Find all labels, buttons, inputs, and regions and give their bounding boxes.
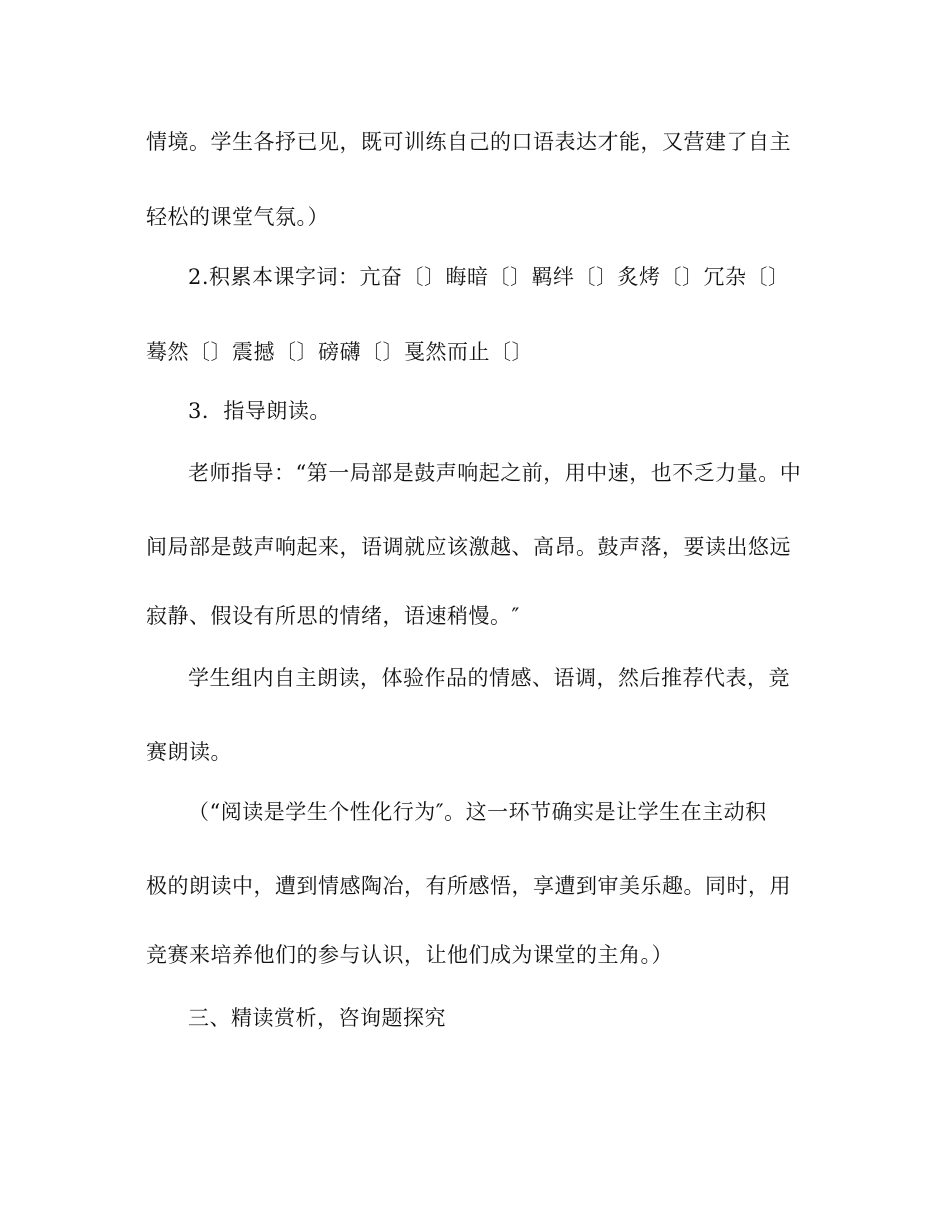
text-line: 情境。学生各抒已见，既可训练自己的口语表达才能，又营建了自主 — [146, 130, 791, 154]
text-line: （“阅读是学生个性化行为″。这一环节确实是让学生在主动积 — [188, 800, 767, 824]
text-line: 寂静、假设有所思的情绪，语速稍慢。″ — [146, 604, 520, 628]
text-line: 赛朗读。 — [146, 740, 232, 764]
text-line: 极的朗读中，遭到情感陶冶，有所感悟，享遭到审美乐趣。同时，用 — [146, 874, 791, 898]
text-line: 轻松的课堂气氛。） — [146, 205, 329, 229]
text-line: 老师指导：“第一局部是鼓声响起之前，用中速，也不乏力量。中 — [188, 461, 802, 485]
text-line: 学生组内自主朗读，体验作品的情感、语调，然后推荐代表，竞 — [188, 666, 790, 690]
text-line: 竞赛来培养他们的参与认识，让他们成为课堂的主角。） — [146, 943, 673, 967]
text-line: 3．指导朗读。 — [188, 399, 331, 423]
section-heading: 三、精读赏析，咨询题探究 — [188, 1006, 446, 1030]
text-line: 蓦然〔〕震撼〔〕磅礴〔〕戛然而止〔〕 — [146, 340, 533, 364]
text-line: 间局部是鼓声响起来，语调就应该激越、高昂。鼓声落，要读出悠远 — [146, 535, 791, 559]
text-line: 2.积累本课字词：亢奋〔〕晦暗〔〕羁绊〔〕炙烤〔〕冗杂〔〕 — [188, 265, 790, 289]
